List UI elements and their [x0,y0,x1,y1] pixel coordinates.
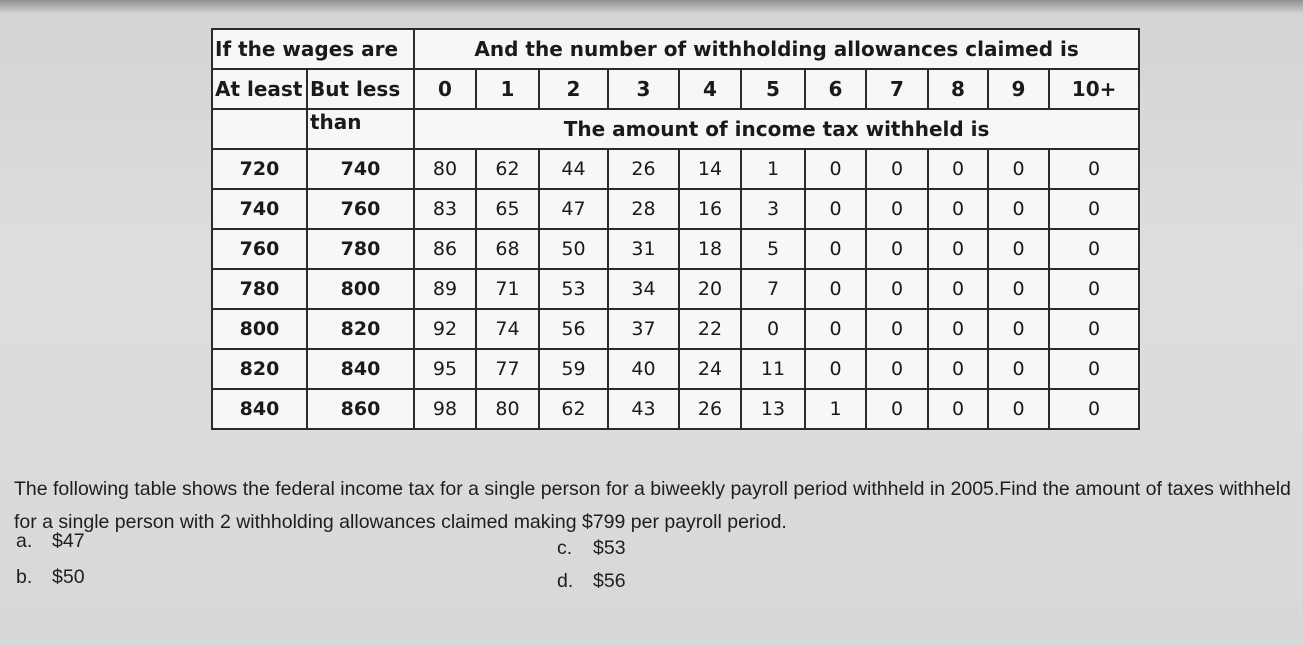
tax-amount-cell: 0 [1049,389,1139,429]
allowance-col-header: 9 [988,69,1049,109]
photo-edge-shadow [0,0,1303,14]
choice-b[interactable] [16,566,85,589]
wage-but-less-cell: 760 [307,189,414,229]
tax-amount-cell: 0 [928,269,988,309]
tax-amount-cell: 59 [539,349,608,389]
tax-amount-cell: 47 [539,189,608,229]
tax-amount-cell: 0 [988,229,1049,269]
tax-amount-cell: 34 [608,269,679,309]
wage-at-least-cell: 820 [212,349,307,389]
tax-amount-cell: 53 [539,269,608,309]
choice-d-letter: d. [557,570,574,592]
allowance-col-header: 10+ [1049,69,1139,109]
tax-amount-cell: 0 [1049,189,1139,229]
choice-c[interactable] [557,537,626,560]
tax-amount-cell: 86 [414,229,476,269]
wage-at-least-cell: 780 [212,269,307,309]
table-row [212,389,1139,429]
tax-amount-cell: 28 [608,189,679,229]
wage-but-less-cell: 780 [307,229,414,269]
table-row [212,349,1139,389]
tax-amount-cell: 77 [476,349,539,389]
tax-amount-cell: 0 [988,389,1049,429]
tax-amount-cell: 20 [679,269,741,309]
tax-amount-cell: 40 [608,349,679,389]
table-row [212,309,1139,349]
choice-b-value: $50 [52,566,85,588]
tax-amount-cell: 0 [866,349,928,389]
tax-amount-cell: 44 [539,149,608,189]
tax-amount-cell: 0 [1049,149,1139,189]
tax-amount-cell: 31 [608,229,679,269]
tax-amount-cell: 0 [805,269,866,309]
tax-amount-cell: 65 [476,189,539,229]
tax-amount-cell: 0 [805,349,866,389]
tax-amount-cell: 7 [741,269,805,309]
choice-c-letter: c. [557,537,573,559]
wage-at-least-cell: 720 [212,149,307,189]
tax-amount-cell: 1 [741,149,805,189]
amount-withheld-subheader: The amount of income tax withheld is [414,109,1139,149]
tax-amount-cell: 0 [866,149,928,189]
tax-amount-cell: 0 [1049,229,1139,269]
tax-amount-cell: 18 [679,229,741,269]
tax-amount-cell: 0 [805,189,866,229]
tax-amount-cell: 83 [414,189,476,229]
choice-d[interactable] [557,570,626,593]
wage-at-least-cell: 760 [212,229,307,269]
table-row [212,269,1139,309]
tax-amount-cell: 0 [928,309,988,349]
table-row [212,189,1139,229]
tax-amount-cell: 62 [539,389,608,429]
tax-amount-cell: 26 [679,389,741,429]
tax-amount-cell: 24 [679,349,741,389]
tax-amount-cell: 0 [928,229,988,269]
tax-amount-cell: 0 [1049,269,1139,309]
tax-amount-cell: 14 [679,149,741,189]
tax-amount-cell: 0 [805,229,866,269]
choice-a-letter: a. [16,530,33,552]
question-text: The following table shows the federal income tax for a single person for a biweekly payroll period withheld in 2005.Find the amount of taxes withheld for a single person with 2 withholding allowances claimed making $799 per payroll period. [14,478,1291,533]
tax-amount-cell: 0 [928,349,988,389]
wage-but-less-cell: 800 [307,269,414,309]
tax-amount-cell: 95 [414,349,476,389]
table-row [212,149,1139,189]
tax-amount-cell: 80 [414,149,476,189]
tax-amount-cell: 3 [741,189,805,229]
tax-amount-cell: 56 [539,309,608,349]
tax-amount-cell: 11 [741,349,805,389]
table-header-row-1 [212,29,1139,69]
tax-amount-cell: 0 [741,309,805,349]
tax-amount-cell: 62 [476,149,539,189]
tax-amount-cell: 0 [805,149,866,189]
tax-amount-cell: 22 [679,309,741,349]
than-header: than [307,109,414,149]
tax-amount-cell: 0 [866,269,928,309]
choice-d-value: $56 [593,570,626,592]
at-least-header: At least [212,69,307,109]
allowance-col-header: 7 [866,69,928,109]
allowance-col-header: 0 [414,69,476,109]
tax-amount-cell: 5 [741,229,805,269]
tax-amount-cell: 71 [476,269,539,309]
tax-amount-cell: 16 [679,189,741,229]
tax-amount-cell: 0 [988,149,1049,189]
allowance-col-header: 8 [928,69,988,109]
wage-but-less-cell: 820 [307,309,414,349]
choice-b-letter: b. [16,566,33,588]
allowance-col-header: 1 [476,69,539,109]
tax-amount-cell: 0 [866,189,928,229]
but-less-header: But less [307,69,414,109]
tax-amount-cell: 50 [539,229,608,269]
blank-header-cell [212,109,307,149]
tax-amount-cell: 0 [988,269,1049,309]
wage-at-least-cell: 800 [212,309,307,349]
tax-amount-cell: 0 [866,229,928,269]
tax-amount-cell: 0 [805,309,866,349]
tax-amount-cell: 37 [608,309,679,349]
allowances-header: And the number of withholding allowances claimed is [414,29,1139,69]
tax-withholding-table [211,28,1140,430]
allowance-col-header: 2 [539,69,608,109]
choice-a-value: $47 [52,530,85,552]
tax-amount-cell: 98 [414,389,476,429]
tax-amount-cell: 74 [476,309,539,349]
table-header-row-2 [212,69,1139,109]
tax-amount-cell: 26 [608,149,679,189]
tax-amount-cell: 68 [476,229,539,269]
wage-but-less-cell: 740 [307,149,414,189]
tax-amount-cell: 0 [866,389,928,429]
tax-amount-cell: 0 [928,389,988,429]
tax-amount-cell: 92 [414,309,476,349]
wages-header: If the wages are [212,29,414,69]
tax-amount-cell: 89 [414,269,476,309]
table-header-row-3 [212,109,1139,149]
choice-c-value: $53 [593,537,626,559]
tax-amount-cell: 0 [988,349,1049,389]
allowance-col-header: 4 [679,69,741,109]
tax-amount-cell: 13 [741,389,805,429]
wage-but-less-cell: 860 [307,389,414,429]
allowance-col-header: 6 [805,69,866,109]
tax-amount-cell: 0 [988,189,1049,229]
table-row [212,229,1139,269]
tax-amount-cell: 80 [476,389,539,429]
tax-amount-cell: 0 [866,309,928,349]
wage-but-less-cell: 840 [307,349,414,389]
tax-amount-cell: 0 [1049,309,1139,349]
tax-amount-cell: 0 [928,149,988,189]
allowance-col-header: 5 [741,69,805,109]
tax-amount-cell: 1 [805,389,866,429]
tax-amount-cell: 0 [988,309,1049,349]
tax-amount-cell: 0 [1049,349,1139,389]
tax-amount-cell: 0 [928,189,988,229]
wage-at-least-cell: 740 [212,189,307,229]
tax-amount-cell: 43 [608,389,679,429]
wage-at-least-cell: 840 [212,389,307,429]
allowance-col-header: 3 [608,69,679,109]
choice-a[interactable] [16,530,85,553]
